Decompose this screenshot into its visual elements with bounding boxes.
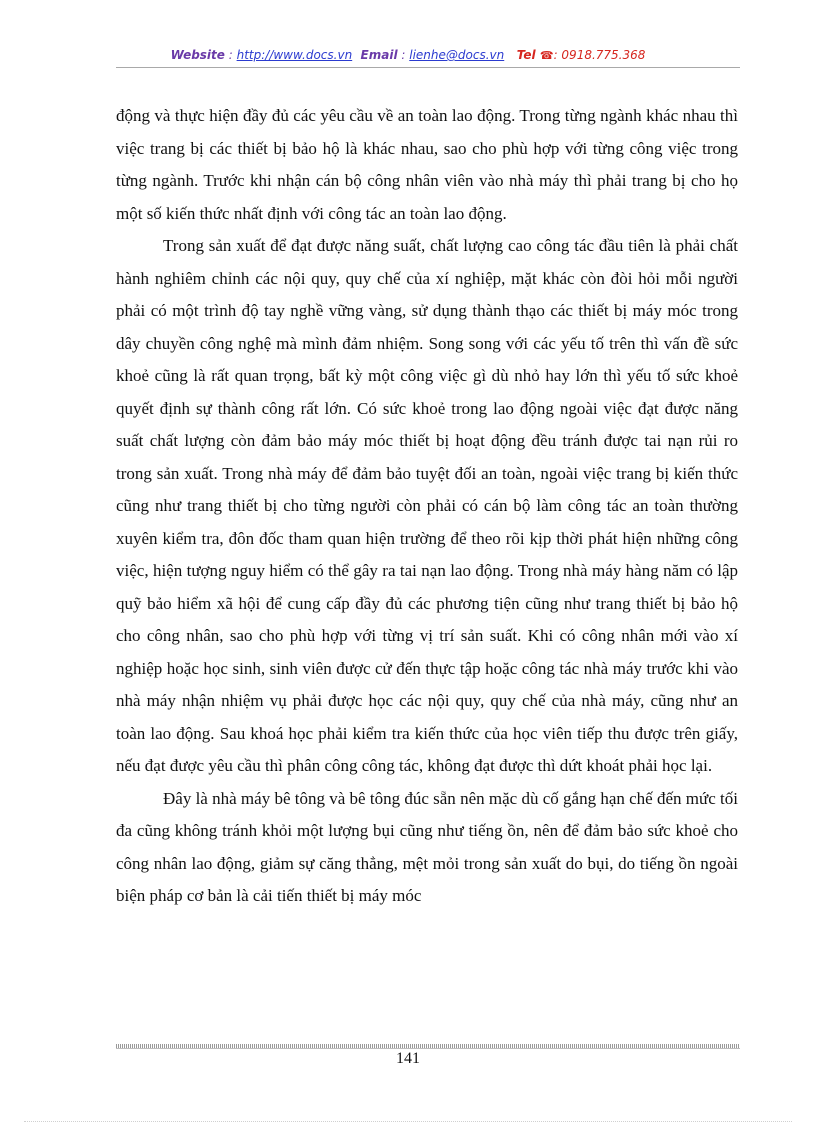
footer-rule [116, 1044, 740, 1049]
email-link[interactable]: lienhe@docs.vn [409, 48, 505, 62]
page-number: 141 [396, 1050, 420, 1067]
website-label: Website [170, 48, 225, 62]
paragraph-2: Trong sản xuất để đạt được năng suất, chất lượng cao công tác đầu tiên là phải chất hành nghiêm chỉnh các nội quy, quy chế của xí nghiệp, mặt khác còn đòi hỏi mỗi người phải có một trình độ tay nghề vững vàng, sử dụng thành thạo các thiết bị máy móc trong dây chuyền công nghệ mà mình đảm nhiệm. Song song với các yếu tố trên thì vấn đề sức khoẻ cũng là rất quan trọng, bất kỳ một công việc gì dù nhỏ hay lớn thì yếu tố sức khoẻ quyết định sự thành công rất lớn. Có sức khoẻ trong lao động ngoài việc đạt được năng suất chất lượng còn đảm bảo máy móc thiết bị hoạt động đều tránh được tai nạn rủi ro trong sản xuất. Trong nhà máy để đảm bảo tuyệt đối an toàn, ngoài việc trang bị kiến thức cũng như trang thiết bị cho từng người còn phải có cán bộ làm công tác an toàn thường xuyên kiểm tra, đôn đốc tham quan hiện trường để theo rõi kịp thời phát hiện những công việc, hiện tượng nguy hiểm có thể gây ra tai nạn lao động. Trong nhà máy hàng năm có lập quỹ bảo hiểm xã hội để cung cấp đầy đủ các phương tiện cũng như trang thiết bị bảo hộ cho công nhân, sao cho phù hợp với từng vị trí sản suất. Khi có công nhân mới vào xí nghiệp hoặc học sinh, sinh viên được cử đến thực tập hoặc công tác nhà máy trước khi vào nhà máy nhận nhiệm vụ phải được học các nội quy, quy chế của nhà máy, cũng như an toàn lao động. Sau khoá học phải kiểm tra kiến thức của học viên tiếp thu được trên giấy, nếu đạt được yêu cầu thì phân công công tác, không đạt được thì dứt khoát phải học lại. [116, 236, 738, 775]
email-separator: : [397, 48, 410, 62]
tel-label: Tel [516, 48, 536, 62]
phone-icon: ☎ [539, 49, 554, 62]
header-rule [116, 67, 740, 68]
phone-number: : 0918.775.368 [553, 48, 646, 62]
paragraph-3: Đây là nhà máy bê tông và bê tông đúc sẵn nên mặc dù cố gắng hạn chế đến mức tối đa cũng không tránh khỏi một lượng bụi cũng như tiếng ồn, nên để đảm bảo sức khoẻ cho công nhân lao động, giảm sự căng thẳng, mệt mỏi trong sản xuất do bụi, do tiếng ồn ngoài biện pháp cơ bản là cải tiến thiết bị máy móc [116, 788, 738, 905]
email-label: Email [360, 48, 398, 62]
document-body [116, 100, 738, 913]
website-link[interactable]: http://www.docs.vn [236, 48, 353, 62]
website-separator: : [224, 48, 237, 62]
page-bottom-border [24, 1121, 792, 1122]
page-header [0, 48, 816, 62]
paragraph-1: động và thực hiện đầy đủ các yêu cầu về an toàn lao động. Trong từng ngành khác nhau thì việc trang bị các thiết bị bảo hộ là khác nhau, sao cho phù hợp với từng công việc trong từng ngành. Trước khi nhận cán bộ công nhân viên vào nhà máy thì phải trang bị cho họ một số kiến thức nhất định với công tác an toàn lao động. [116, 106, 738, 223]
